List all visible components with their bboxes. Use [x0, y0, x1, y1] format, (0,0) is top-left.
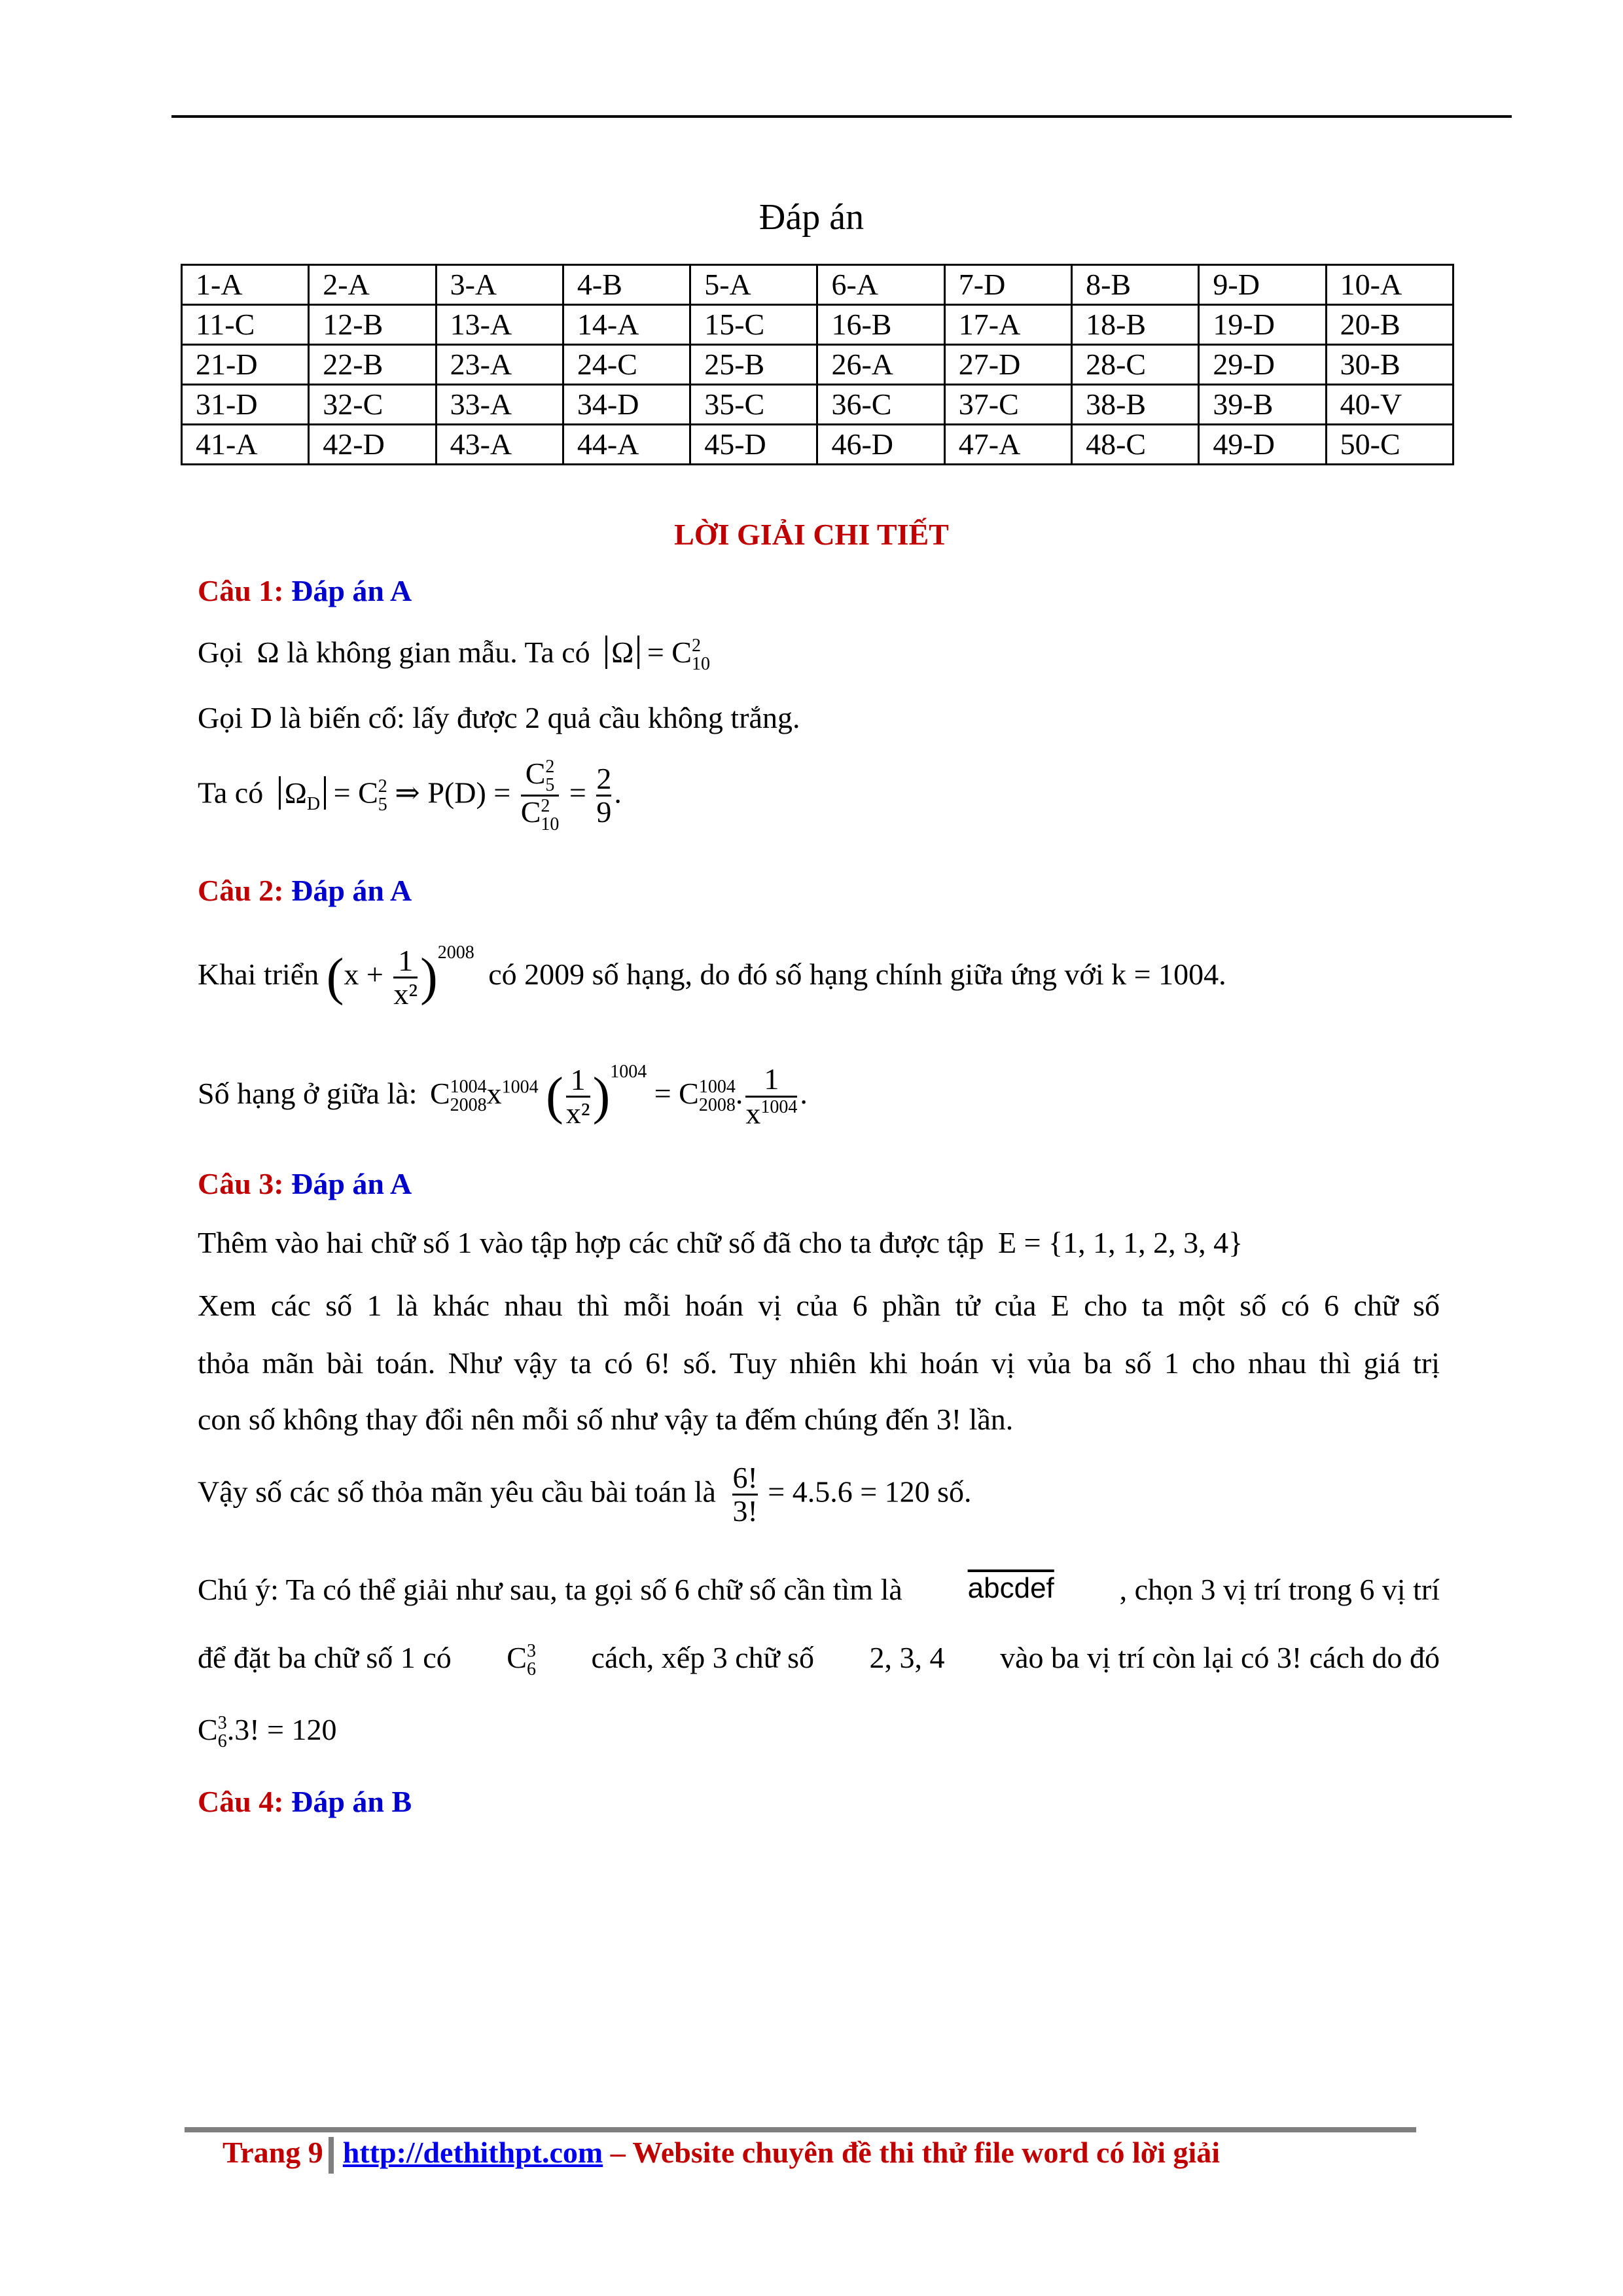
superscript-subscript [692, 637, 710, 673]
answer-cell: 20-B [1326, 305, 1453, 345]
text: cách, xếp 3 chữ số [591, 1641, 814, 1674]
answer-cell: 15-C [690, 305, 817, 345]
footer-rule [185, 2127, 1416, 2132]
question-answer: Đáp án B [291, 1785, 412, 1818]
question-3-heading [198, 1166, 412, 1201]
answer-cell: 32-C [309, 385, 436, 425]
answer-cell: 1-A [182, 265, 309, 305]
text: . [614, 776, 622, 810]
question-number: Câu 3: [198, 1167, 284, 1200]
answer-cell: 18-B [1072, 305, 1199, 345]
sub: 6 [526, 1659, 536, 1680]
answer-row [182, 305, 1454, 345]
answer-cell: 45-D [690, 425, 817, 465]
set-expression: E = {1, 1, 1, 2, 3, 4} [998, 1226, 1243, 1259]
text: Số hạng ở giữa là: [198, 1077, 418, 1110]
answer-cell: 47-A [944, 425, 1071, 465]
sup: 2 [378, 776, 387, 797]
solutions-title: LỜI GIẢI CHI TIẾT [674, 518, 949, 551]
sub: 10 [691, 654, 710, 675]
answer-row [182, 345, 1454, 385]
question-number: Câu 2: [198, 874, 284, 907]
combination-c: C [429, 1077, 450, 1110]
right-paren: ) [592, 1067, 611, 1125]
q3-line-4: con số không thay đổi nên mỗi số như vậy ta đếm chúng đến 3! lần. [198, 1403, 1014, 1436]
answer-cell: 9-D [1199, 265, 1326, 305]
question-1-heading [198, 573, 412, 608]
fraction [745, 1064, 797, 1129]
text: = 4.5.6 = 120 số. [768, 1475, 972, 1509]
fraction [393, 945, 418, 1011]
answer-cell: 11-C [182, 305, 309, 345]
answer-cell: 30-B [1326, 345, 1453, 385]
answer-cell: 34-D [563, 385, 690, 425]
q1-line-3 [198, 758, 622, 834]
sup: 2 [541, 795, 550, 816]
numerator: 2 [596, 762, 612, 796]
superscript-subscript [218, 1714, 227, 1751]
omega-symbol: Ω [257, 636, 279, 669]
answer-cell: 13-A [436, 305, 563, 345]
answer-cell: 23-A [436, 345, 563, 385]
text: Vậy số các số thỏa mãn yêu cầu bài toán là [198, 1475, 716, 1509]
left-paren: ( [326, 948, 344, 1006]
right-paren: ) [420, 948, 438, 1006]
sup: 3 [217, 1713, 227, 1734]
sup: 3 [526, 1641, 536, 1662]
combination [507, 1640, 536, 1679]
q3-line-7 [198, 1640, 1440, 1679]
answer-cell: 42-D [309, 425, 436, 465]
answer-cell: 28-C [1072, 345, 1199, 385]
answer-cell: 39-B [1199, 385, 1326, 425]
answer-cell: 24-C [563, 345, 690, 385]
answer-row [182, 265, 1454, 305]
denominator [745, 1096, 797, 1130]
answer-cell: 40-V [1326, 385, 1453, 425]
answer-cell: 5-A [690, 265, 817, 305]
footer-divider [329, 2137, 334, 2174]
text: vào ba vị trí còn lại có 3! cách do đó [1000, 1641, 1440, 1674]
answer-cell: 22-B [309, 345, 436, 385]
abs-omega-d [279, 776, 326, 814]
sup: 1004 [450, 1077, 487, 1098]
answer-key-title: Đáp án [758, 197, 865, 238]
exponent: 2008 [437, 942, 474, 963]
text: . [735, 1077, 743, 1110]
answer-cell: 6-A [817, 265, 944, 305]
answer-cell: 7-D [944, 265, 1071, 305]
answer-row [182, 425, 1454, 465]
answer-cell: 21-D [182, 345, 309, 385]
superscript-subscript [541, 797, 559, 834]
fraction [521, 758, 560, 834]
answer-cell: 38-B [1072, 385, 1199, 425]
denominator: 3! [732, 1494, 758, 1528]
superscript-subscript [450, 1078, 487, 1115]
exponent: 1004 [501, 1077, 539, 1098]
q3-line-5 [198, 1462, 972, 1528]
footer-tagline: – Website chuyên đề thi thử file word có lời giải [603, 2136, 1221, 2169]
q3-line-8 [198, 1712, 336, 1751]
q2-line-1 [198, 942, 1226, 1010]
sub: 2008 [698, 1095, 736, 1116]
q1-line-2: Gọi D là biến cố: lấy được 2 quả cầu không trắng. [198, 701, 800, 734]
q3-line-2: Xem các số 1 là khác nhau thì mỗi hoán vị của 6 phần tử của E cho ta một số có 6 chữ số [198, 1289, 1440, 1322]
text: có 2009 số hạng, do đó số hạng chính giữa ứng với k = 1004. [488, 958, 1226, 991]
answer-cell: 31-D [182, 385, 309, 425]
sub: 10 [541, 814, 560, 834]
answer-cell: 10-A [1326, 265, 1453, 305]
text: , chọn 3 vị trí trong 6 vị trí [1119, 1573, 1440, 1606]
q2-line-2 [198, 1062, 808, 1129]
text: để đặt ba chữ số 1 có [198, 1641, 452, 1674]
question-number: Câu 4: [198, 1785, 284, 1818]
answer-cell: 26-A [817, 345, 944, 385]
top-rule [171, 115, 1512, 118]
fraction [596, 763, 611, 829]
question-answer: Đáp án A [291, 874, 412, 907]
combination-c: = C [647, 636, 692, 669]
abs-omega [605, 636, 639, 669]
fraction [566, 1064, 590, 1130]
exponent: 1004 [610, 1062, 647, 1082]
superscript-subscript [378, 778, 387, 814]
question-answer: Đáp án A [291, 1167, 412, 1200]
omega-symbol: Ω [284, 776, 307, 810]
text: ⇒ P(D) = [395, 776, 511, 810]
number-abcdef: abcdef [967, 1572, 1054, 1604]
sub: 5 [545, 775, 555, 796]
numerator [521, 758, 560, 795]
text: Thêm vào hai chữ số 1 vào tập hợp các chữ số đã cho ta được tập [198, 1226, 984, 1259]
denominator: x² [565, 1096, 590, 1130]
answer-cell: 27-D [944, 345, 1071, 385]
sup: 2 [545, 757, 555, 778]
answer-cell: 44-A [563, 425, 690, 465]
c: C [525, 757, 546, 790]
answer-cell: 50-C [1326, 425, 1453, 465]
fraction [732, 1462, 757, 1528]
denominator [521, 795, 560, 833]
c: C [520, 795, 541, 829]
superscript-subscript [545, 758, 554, 795]
sub: D [306, 793, 321, 814]
answer-cell: 43-A [436, 425, 563, 465]
numerator: 1 [570, 1062, 586, 1096]
answer-cell: 19-D [1199, 305, 1326, 345]
answer-cell: 36-C [817, 385, 944, 425]
sup: 2 [691, 636, 701, 656]
question-2-heading [198, 873, 412, 908]
answer-cell: 49-D [1199, 425, 1326, 465]
answer-cell: 25-B [690, 345, 817, 385]
answer-cell: 29-D [1199, 345, 1326, 385]
numerator: 1 [398, 943, 414, 977]
superscript-subscript [699, 1078, 736, 1115]
text: là không gian mẫu. Ta có [287, 636, 590, 669]
sub: 6 [217, 1731, 227, 1752]
sub: 5 [378, 794, 387, 815]
text: x [486, 1077, 502, 1110]
answer-cell: 16-B [817, 305, 944, 345]
answer-cell: 41-A [182, 425, 309, 465]
answer-cell: 35-C [690, 385, 817, 425]
page-number: Trang 9 [223, 2136, 323, 2169]
answer-cell: 2-A [309, 265, 436, 305]
digits: 2, 3, 4 [869, 1641, 945, 1674]
left-paren: ( [546, 1067, 563, 1125]
combination-c: C [198, 1713, 218, 1746]
numerator: 6! [732, 1461, 758, 1494]
text: x [745, 1096, 761, 1130]
question-answer: Đáp án A [291, 574, 412, 607]
q1-line-1 [198, 635, 710, 673]
answer-cell: 46-D [817, 425, 944, 465]
answer-cell: 14-A [563, 305, 690, 345]
denominator: 9 [596, 795, 612, 829]
denominator: x² [393, 977, 418, 1011]
answer-cell: 37-C [944, 385, 1071, 425]
answer-cell: 8-B [1072, 265, 1199, 305]
question-number: Câu 1: [198, 574, 284, 607]
answer-row [182, 385, 1454, 425]
q3-line-6 [198, 1572, 1440, 1607]
text: Khai triển [198, 958, 319, 991]
q3-line-3: thỏa mãn bài toán. Như vậy ta có 6! số. Tuy nhiên khi hoán vị vủa ba số 1 cho nhau thì giá trị [198, 1346, 1440, 1380]
text: x + [344, 958, 383, 991]
answer-cell: 33-A [436, 385, 563, 425]
text: Gọi [198, 636, 243, 669]
sub: 2008 [450, 1095, 487, 1116]
website-link[interactable]: http://dethithpt.com [342, 2136, 603, 2169]
answer-cell: 4-B [563, 265, 690, 305]
text: = [569, 776, 586, 810]
answer-key-table [181, 264, 1454, 465]
text: Chú ý: Ta có thể giải như sau, ta gọi số 6 chữ số cần tìm là [198, 1573, 902, 1606]
text: = C [654, 1077, 699, 1110]
footer [223, 2135, 1220, 2174]
question-4-heading [198, 1784, 412, 1819]
answer-cell: 12-B [309, 305, 436, 345]
superscript-subscript [527, 1642, 536, 1679]
numerator: 1 [764, 1062, 779, 1096]
omega-symbol: Ω [611, 636, 634, 669]
exponent: 1004 [760, 1096, 798, 1117]
text: . [800, 1077, 808, 1110]
combination-c: = C [333, 776, 378, 810]
q3-line-1 [198, 1225, 1243, 1260]
answer-cell: 17-A [944, 305, 1071, 345]
text: Ta có [198, 776, 264, 810]
text: .3! = 120 [226, 1713, 337, 1746]
answer-cell: 3-A [436, 265, 563, 305]
answer-cell: 48-C [1072, 425, 1199, 465]
sup: 1004 [698, 1077, 736, 1098]
combination-c: C [507, 1641, 527, 1674]
